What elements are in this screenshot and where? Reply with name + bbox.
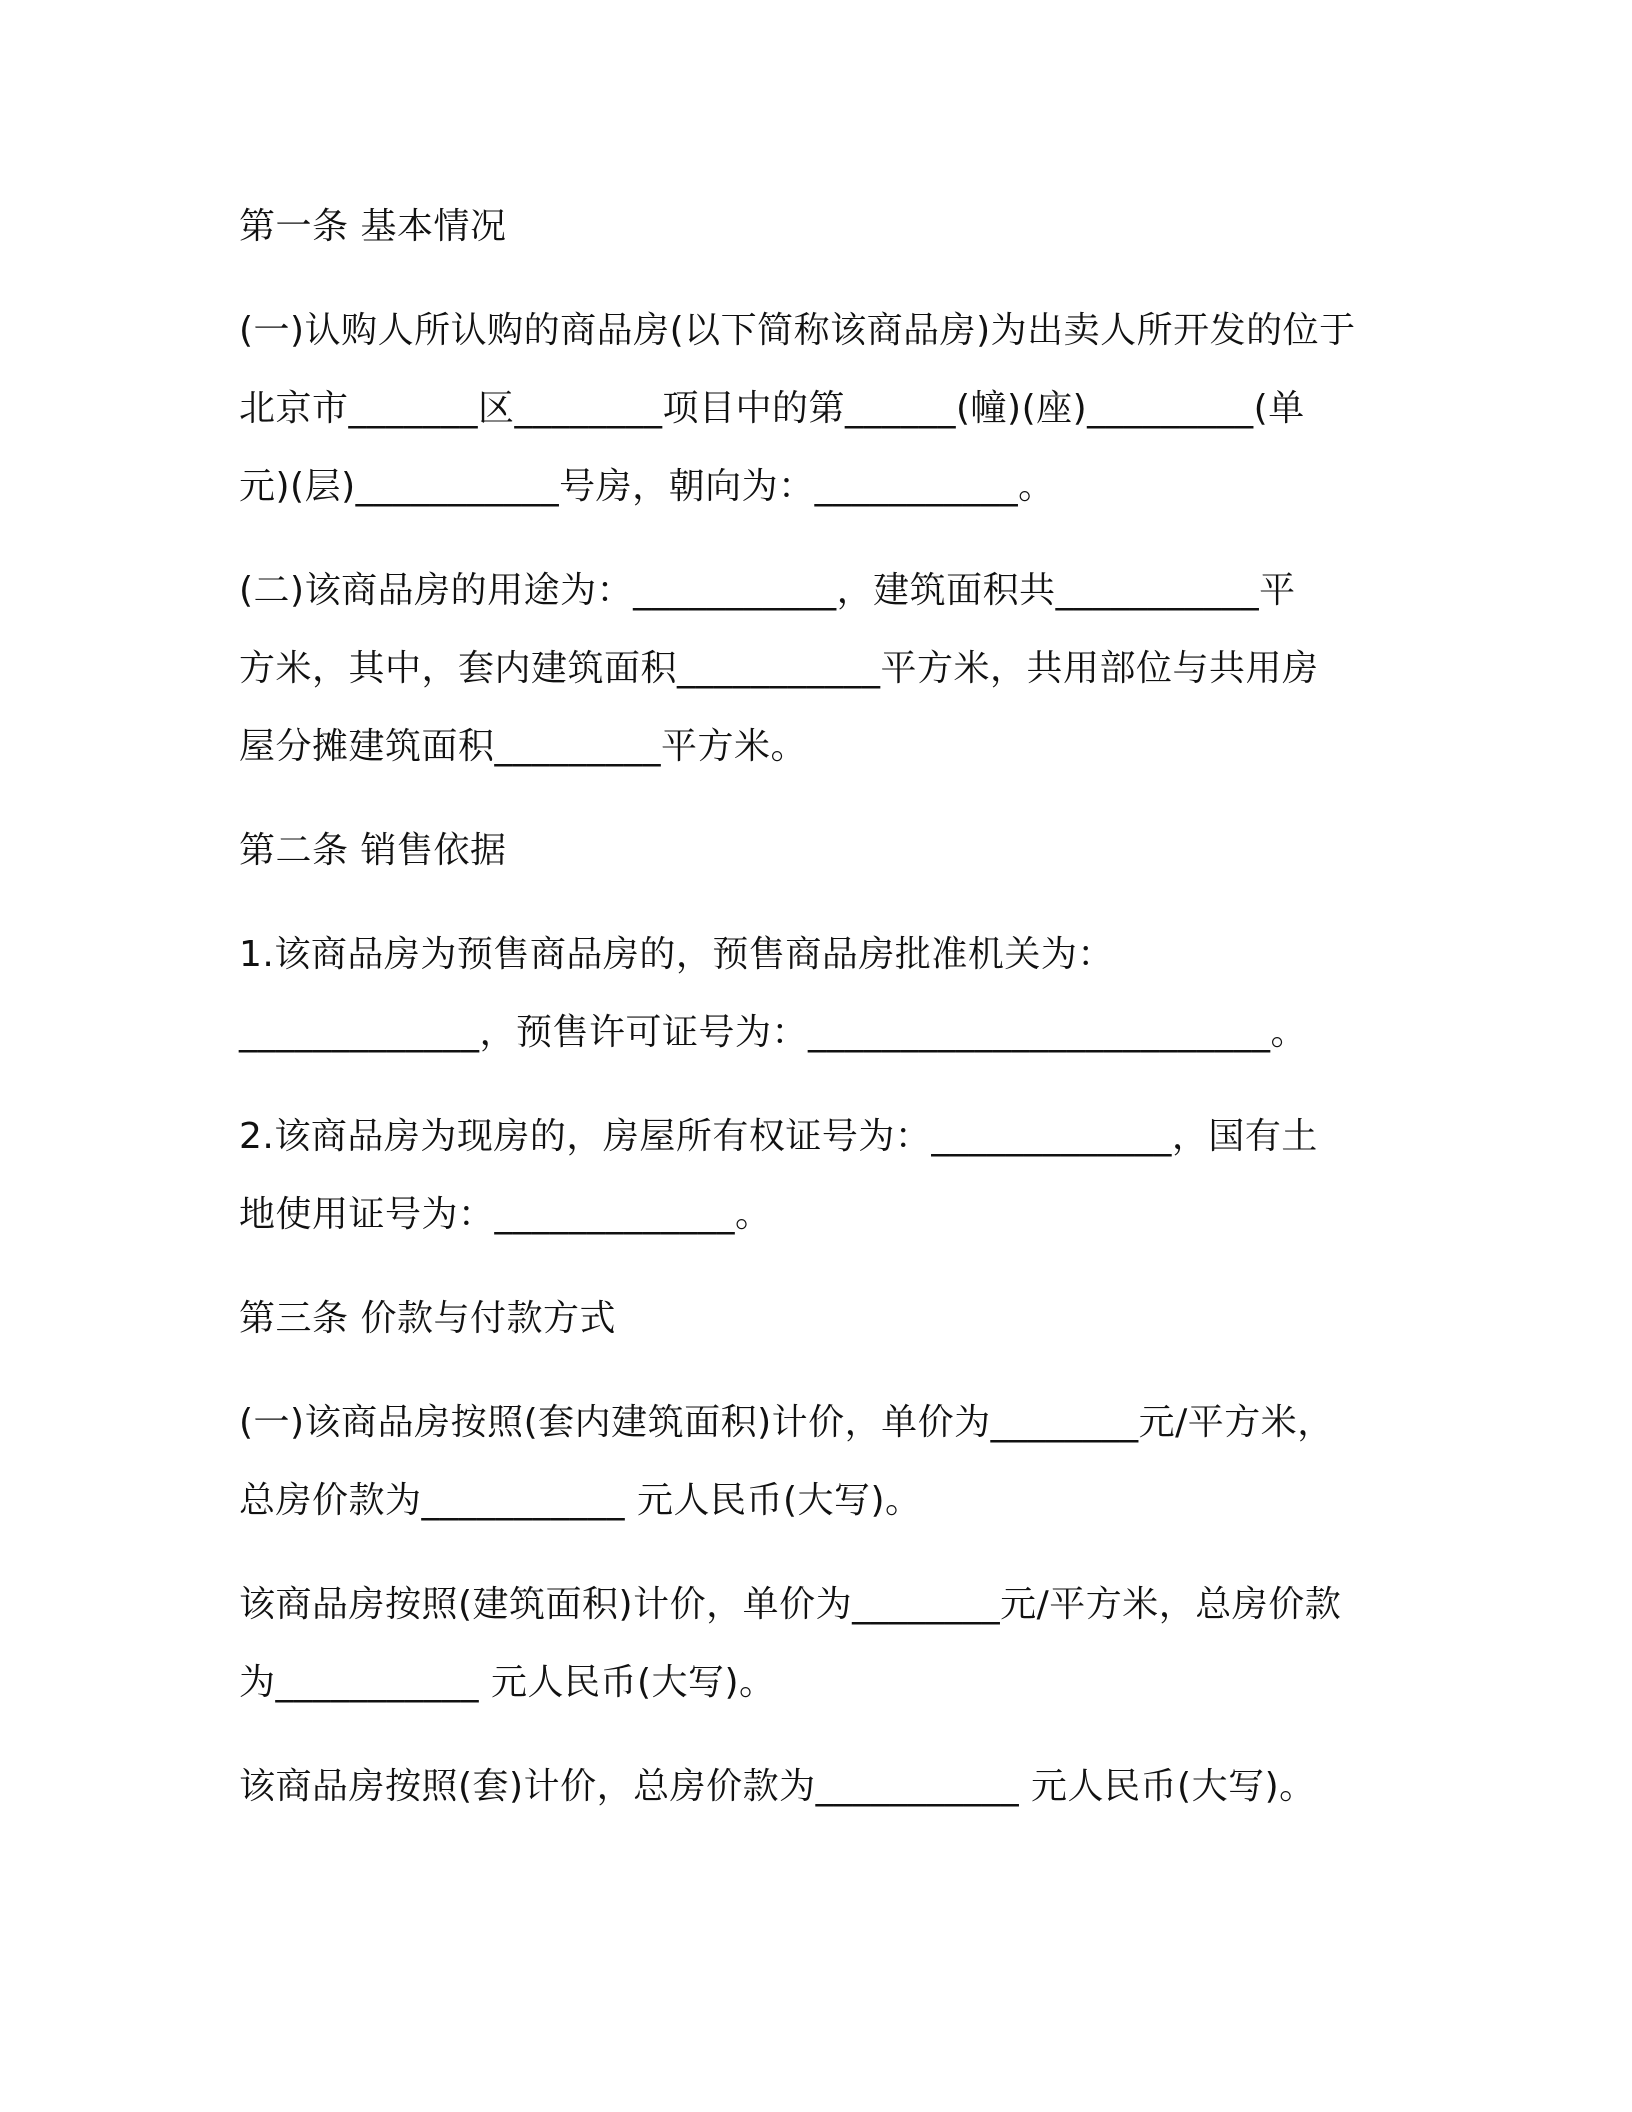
spacer [239,1072,1389,1098]
spacer [239,786,1389,812]
document-body [239,188,1389,1826]
clause-3-2-line-2: 为___________ 元人民币(大写)。 [239,1662,776,1703]
clause-2-1-line-1: 1.该商品房为预售商品房的，预售商品房批准机关为： [239,934,1114,975]
clause-2-2-line-1: 2.该商品房为现房的，房屋所有权证号为：_____________，国有土 [239,1116,1318,1157]
spacer [239,1540,1389,1566]
article-1-heading: 第一条 基本情况 [239,206,507,247]
spacer [239,526,1389,552]
clause-1-2-line-1: (二)该商品房的用途为：___________，建筑面积共___________平 [239,570,1296,611]
clause-1-1-line-1: (一)认购人所认购的商品房(以下简称该商品房)为出卖人所开发的位于 [239,310,1356,351]
clause-1-1-line-2: 北京市_______区________项目中的第______(幢)(座)_________(单 [239,388,1305,429]
spacer [239,1358,1389,1384]
clause-1-2-line-2: 方米，其中，套内建筑面积___________平方米，共用部位与共用房 [239,648,1319,689]
article-2-heading: 第二条 销售依据 [239,830,507,871]
clause-3-1-line-2: 总房价款为___________ 元人民币(大写)。 [239,1480,922,1521]
spacer [239,1722,1389,1748]
article-3-heading: 第三条 价款与付款方式 [239,1298,616,1339]
clause-1-2-line-3: 屋分摊建筑面积_________平方米。 [239,726,808,767]
clause-1-1-line-3: 元)(层)___________号房，朝向为：___________。 [239,466,1055,507]
clause-3-1-line-1: (一)该商品房按照(套内建筑面积)计价，单价为________元/平方米， [239,1402,1334,1443]
spacer [239,890,1389,916]
clause-3-2-line-1: 该商品房按照(建筑面积)计价，单价为________元/平方米，总房价款 [239,1584,1342,1625]
clause-2-1-line-2: _____________，预售许可证号为：_________________________。 [239,1012,1308,1053]
clause-3-3-line-1: 该商品房按照(套)计价，总房价款为___________ 元人民币(大写)。 [239,1766,1316,1807]
clause-2-2-line-2: 地使用证号为：_____________。 [239,1194,772,1235]
spacer [239,1254,1389,1280]
spacer [239,266,1389,292]
